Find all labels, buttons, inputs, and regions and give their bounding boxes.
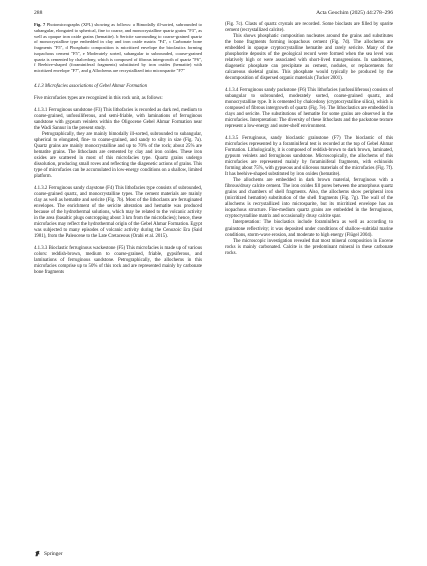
section-heading: 4.1.3 Microfacies associations of Gebel Ahmar Formation: [34, 83, 148, 89]
f5-paragraph: 4.1.3.3 Bioclastic ferruginous wackestone (F5) This microfacies is made up of various colors: reddish-brown, medium to coarse-grained, friable, gypsiferous, and laminations of ferruginous sandstone. Petrographically, the allochems in this microfacies comprise up to 50% of this rock and are represented mainly by carbonate bone fragments: [34, 246, 202, 276]
f7-paragraph-1: 4.1.3.5 Ferruginous, sandy bioclastic grainstone (F7) The bioclastic of this microfacies represented by a foraminiferal test is recorded at the top of Gebel Ahmar Formation. Lithologically, it is composed of reddish-brown to dark brown, laminated, gypsum veinlets and ferruginous sandstone. Microscopically, the allochems of this microfacies are represented mainly by foraminiferal fragments, with echinoids forming about 75%, with gypseous and siliceous materials of the microfacies (Fig. 7f). It has beehive-shaped substituted by iron oxides (hematite).: [225, 136, 394, 178]
f3-paragraph-1: 4.1.3.1 Ferruginous sandstone (F3) This lithofacies is recorded as dark red, medium to coarse-grained, unfossiliferous, and semi-friable, with laminations of ferruginous sandstone with gypsum veinlets within the Oligocene Gebel Ahmar Formation near the Wadi Sannur in the present study.: [34, 107, 202, 131]
page-footer: [34, 550, 63, 557]
publisher-name: Springer: [44, 550, 63, 557]
f5-continued-2: This shows phosphatic composition nucleates around the grains and substitutes the bone fragments forming isopachous cement (Fig. 7d). The allochems are embedded in opaque cryptocrystalline hematite and rarely sericite. Many of the phosphorite deposits of the geological record were formed when the sea level was relatively high or were associated with short-lived transgressions. In sandstones, diagenetic phosphate can precipitate as cement, nodules, or replacements for calcareous skeletal grains. This phosphate would typically be produced by the decomposition of dispersed organic materials (Tucker 2001).: [225, 34, 393, 82]
f7-paragraph-3: Interpretation: The bioclastics include foraminifera as well as according to grainstone reflectivity; it was deposited under conditions of shallow–subtidal marine conditions, storm-wave erosion, and moderate to high energy (Flügel 2004).: [225, 220, 393, 238]
f3-paragraph-2: Petrographically, they are mainly bimodally ill-sorted, subrounded to subangular, spherical to elongated, fine- to coarse-grained, and sandy to silty in size (Fig. 7a). Quartz grains are mainly monocrystalline and up to 70% of the rock; about 25% are hematite grains. The lithoclasts are cemented by clay and iron oxides. These iron oxides are scattered in most of this microfacies type. Quartz grains undergo dissolution, producing small roves and reflecting the diagenetic actions of grains. This type of microfacies can be accumulated in low-energy conditions on a shallow, limited platform.: [34, 131, 202, 179]
f7-paragraph-2: The allochems are embedded in dark brown material, ferruginous with a fibrous/drusy calcite cement. The iron oxides fill pores between the amorphous quartz grains and chambers of shell fragments. Also, the allochems show peripheral iron (micritized hematite) substitution of the shell fragments (Fig. 7g). The wall of the allochems is recrystallized into microsparite, but its micritized envelope has an isopachous structure. Fine-medium quartz grains are embedded in the ferruginous, cryptocrystalline matrix and occasionally drusy calcite spar.: [225, 178, 393, 220]
f7-paragraph-4: The microscopic investigation revealed that most mineral composition in Eocene rocks is mainly carbonated. Calcite is the predominant mineral in these carbonate rocks.: [225, 238, 393, 256]
journal-reference: Acta Geochim (2025) 44:278–296: [316, 10, 393, 16]
figure-caption-text: Photomicrographs (XPL) showing as follows: a Bimodally ill-sorted, subrounded to subangular, elongated to spherical, fine to coarse, and monocrystalline quartz grains "F3", as well as opaque iron oxide grains (hematite). b Sericite surrounding to coarse-grained quartz of monocrystalline type embedded in clay and iron oxide matrix "F4", c Carbonate bone fragments "F5", d Phosphatic composition is micritized envelope the bioclastics forming isopachous cement "F5", e Moderately sorted, subangular to subrounded, coarse-grained quartz is cemented by chalcedony, which is composed of fibrous intergrowth of quartz "F6", f Beehive-shaped (foraminiferal fragments) substituted by iron oxides (hematite) with micritized envelope "F7", and g Allochems are recrystallized into microsparite "F7": [34, 22, 203, 73]
springer-horse-icon: [34, 550, 41, 557]
left-column: [34, 22, 202, 276]
f4-paragraph: 4.1.3.2 Ferruginous sandy claystone (F4) This lithofacies type consists of subrounded, coarse-grained quartz, and monocrystalline types. The cement materials are mainly clay as well as hematite and sericite (Fig. 7b). Most of the lithoclasts are ferruginated envelopes. The enrichment of the sericite alteration and hematite was produced because of the hydrothermal solutions, which may be related to the volcanic activity in the area (basaltic plugs outcropping about 3 km from the microfacies); hence, these microfacies may reflect the hydrothermal origin of the Gebel Ahmar Formation. Egypt was subjected to many episodes of volcanic activity during the Cenozoic Era (Said 1981), from the Paleocene to the Late Cretaceous (Orabi et al. 2015).: [34, 185, 202, 240]
page-header: [34, 10, 393, 20]
page-number: 288: [34, 10, 43, 16]
intro-paragraph: Five microfacies types are recognized in this rock unit, as follows:: [34, 95, 163, 101]
figure-caption-label: Fig. 7: [34, 22, 46, 27]
f5-continued-1: (Fig. 7c). Clasts of quartz crystals are recorded. Some bioclasts are filled by sparite cement (recrystallized calcite).: [225, 22, 393, 34]
figure-caption: [34, 22, 202, 74]
f6-paragraph: 4.1.3.4 Ferruginous sandy packstone (F6) This lithofacies (unfossiliferous) consists of subangular to subrounded, moderately sorted, coarse-grained quartz, and monocrystalline type. It is cemented by chalcedony (cryptocrystalline silica), which is composed of fibrous intergrowth of quartz (Fig. 7e). The lithoclastics are embedded in clays and sericite. The substitutions of hematite for some grains are observed in the microfacies. Interpretation: The diversity of these lithoclasts and the packstone texture represent a low-energy and outer-shelf environment.: [225, 88, 393, 130]
right-column: [225, 22, 393, 257]
